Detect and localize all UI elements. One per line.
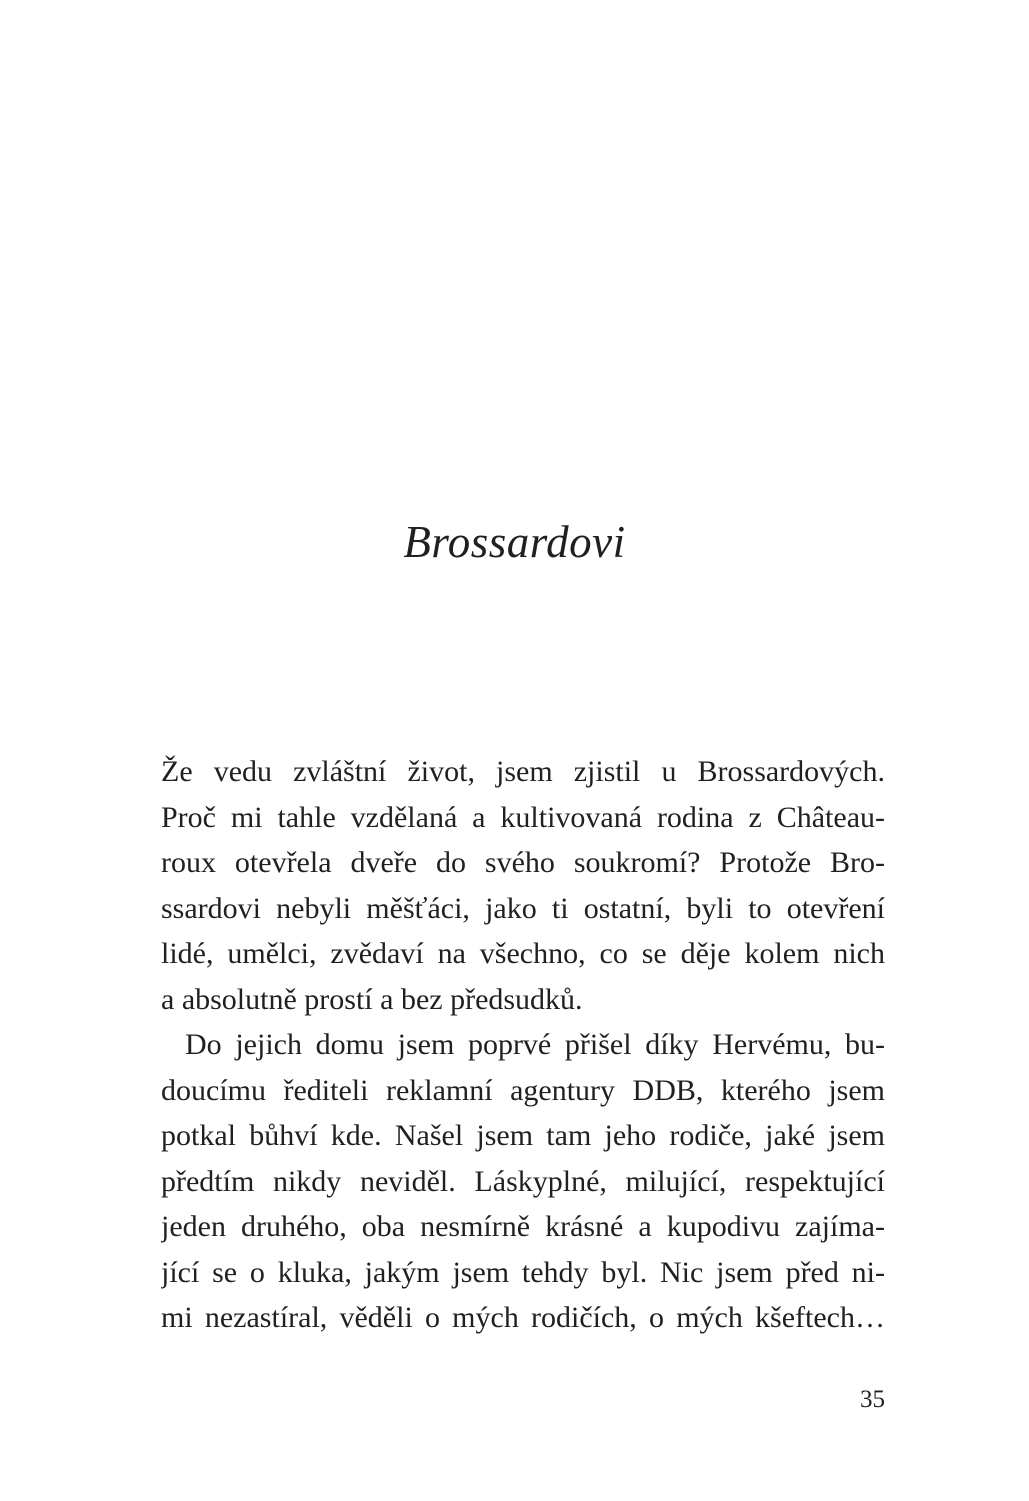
text-line: ssardovi nebyli měšťáci, jako ti ostatní, byli to otevření — [161, 891, 885, 925]
text-line: a absolutně prostí a bez předsudků. — [161, 982, 583, 1016]
text-line: Proč mi tahle vzdělaná a kultivovaná rodina z Château- — [161, 800, 885, 834]
paragraph-1 — [161, 749, 885, 1022]
text-line: Do jejich domu jsem poprvé přišel díky Hervému, bu- — [185, 1028, 885, 1061]
text-line: jící se o kluka, jakým jsem tehdy byl. Nic jsem před ni- — [161, 1255, 885, 1289]
page-number: 35 — [860, 1386, 885, 1413]
text-line: jeden druhého, oba nesmírně krásné a kupodivu zajíma- — [161, 1210, 885, 1243]
text-line: doucímu řediteli reklamní agentury DDB, kterého jsem — [161, 1073, 885, 1107]
body-text — [161, 749, 885, 1341]
text-line: předtím nikdy neviděl. Láskyplné, milující, respektující — [161, 1164, 885, 1198]
paragraph-2 — [161, 1022, 885, 1341]
chapter-title: Brossardovi — [403, 517, 626, 567]
text-line: lidé, umělci, zvědaví na všechno, co se děje kolem nich — [161, 937, 885, 970]
text-line: Že vedu zvláštní život, jsem zjistil u Brossardových. — [161, 755, 885, 788]
text-line: roux otevřela dveře do svého soukromí? Protože Bro- — [161, 846, 885, 879]
text-line: potkal bůhví kde. Našel jsem tam jeho rodiče, jaké jsem — [161, 1119, 885, 1152]
text-line: mi nezastíral, věděli o mých rodičích, o mých kšeftech… — [161, 1301, 885, 1334]
